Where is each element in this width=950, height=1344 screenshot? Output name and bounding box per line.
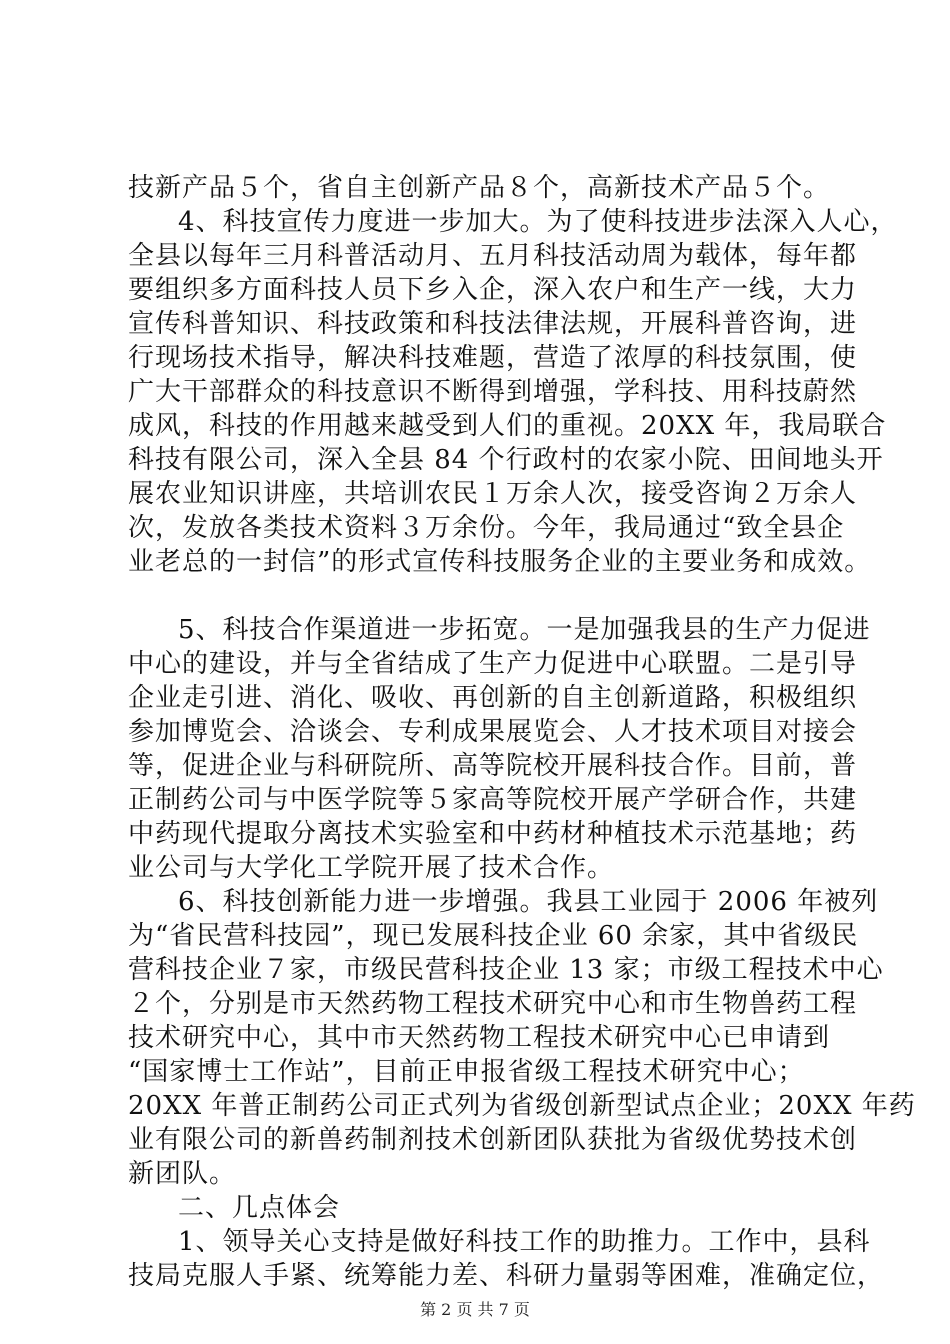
text-line: 业有限公司的新兽药制剂技术创新团队获批为省级优势技术创	[128, 1125, 858, 1155]
text-line: 科技有限公司，深入全县 84 个行政村的农家小院、田间地头开	[128, 445, 884, 475]
text-line: 4、科技宣传力度进一步加大。为了使科技进步法深入人心，	[178, 207, 898, 237]
text-line: 新团队。	[128, 1159, 237, 1189]
text-line: 宣传科普知识、科技政策和科技法律法规，开展科普咨询，进	[128, 309, 858, 339]
text-line: 二、几点体会	[178, 1193, 341, 1223]
text-line: 参加博览会、洽谈会、专利成果展览会、人才技术项目对接会	[128, 717, 858, 747]
text-line: 中心的建设，并与全省结成了生产力促进中心联盟。二是引导	[128, 649, 858, 679]
text-line: 业公司与大学化工学院开展了技术合作。	[128, 853, 615, 883]
text-line: 成风，科技的作用越来越受到人们的重视。20XX 年，我局联合	[128, 411, 887, 441]
text-line: 展农业知识讲座，共培训农民１万余人次，接受咨询２万余人	[128, 479, 858, 509]
text-line: 业老总的一封信”的形式宣传科技服务企业的主要业务和成效。	[128, 547, 872, 577]
text-line: 企业走引进、消化、吸收、再创新的自主创新道路，积极组织	[128, 683, 858, 713]
text-line: 为“省民营科技园”，现已发展科技企业 60 余家，其中省级民	[128, 921, 859, 951]
text-line: “国家博士工作站”，目前正申报省级工程技术研究中心；	[128, 1057, 805, 1087]
text-line: 中药现代提取分离技术实验室和中药材种植技术示范基地；药	[128, 819, 858, 849]
text-line: 6、科技创新能力进一步增强。我县工业园于 2006 年被列	[178, 887, 879, 917]
page-footer: 第 2 页 共 7 页	[420, 1300, 530, 1319]
text-line: 正制药公司与中医学院等５家高等院校开展产学研合作，共建	[128, 785, 858, 815]
text-line: 次，发放各类技术资料３万余份。今年，我局通过“致全县企	[128, 513, 845, 543]
text-line: 广大干部群众的科技意识不断得到增强，学科技、用科技蔚然	[128, 377, 858, 407]
text-line: 20XX 年普正制药公司正式列为省级创新型试点企业；20XX 年药	[128, 1091, 916, 1121]
text-line: 1、领导关心支持是做好科技工作的助推力。工作中，县科	[178, 1227, 871, 1257]
text-line: 行现场技术指导，解决科技难题，营造了浓厚的科技氛围，使	[128, 343, 858, 373]
text-line: 全县以每年三月科普活动月、五月科技活动周为载体，每年都	[128, 241, 858, 271]
text-line: ２个，分别是市天然药物工程技术研究中心和市生物兽药工程	[128, 989, 858, 1019]
text-line: 要组织多方面科技人员下乡入企，深入农户和生产一线，大力	[128, 275, 858, 305]
text-line: 技术研究中心，其中市天然药物工程技术研究中心已申请到	[128, 1023, 831, 1053]
text-line: 技新产品５个，省自主创新产品８个，高新技术产品５个。	[128, 173, 831, 203]
text-line: 营科技企业７家，市级民营科技企业 13 家；市级工程技术中心	[128, 955, 884, 985]
text-line: 等，促进企业与科研院所、高等院校开展科技合作。目前，普	[128, 751, 858, 781]
text-line: 5、科技合作渠道进一步拓宽。一是加强我县的生产力促进	[178, 615, 871, 645]
text-line: 技局克服人手紧、统筹能力差、科研力量弱等困难，准确定位，	[128, 1261, 885, 1291]
